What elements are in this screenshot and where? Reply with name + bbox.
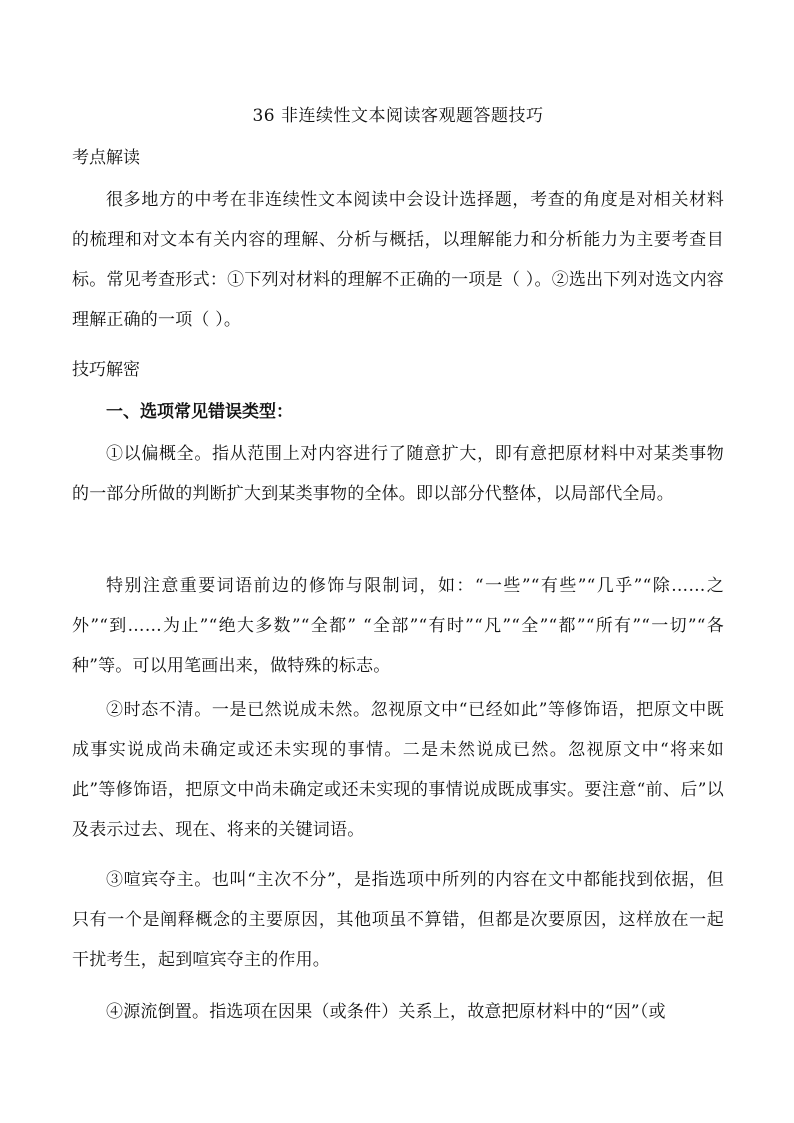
paragraph-modifier-words: 特别注意重要词语前边的修饰与限制词，如：“一些”“有些”“几乎”“除……之外”“到……为止”“绝大多数”“全都” “全部”“有时”“凡”“全”“都”“所有”“一切”“各种”等。可以用笔画出来，做特殊的标志。: [72, 576, 724, 676]
document-page: [72, 0, 724, 1123]
paragraph-yuanliu-daozhi: ④源流倒置。指选项在因果（或条件）关系上，故意把原材料中的“因”（或: [106, 1002, 666, 1022]
paragraph-yipian-gaiquan: ①以偏概全。指从范围上对内容进行了随意扩大，即有意把原材料中对某类事物的一部分所做的判断扩大到某类事物的全体。即以部分代整体，以局部代全局。: [72, 444, 724, 504]
paragraph-xuanbin-duozhu: ③喧宾夺主。也叫“主次不分”，是指选项中所列的内容在文中都能找到依据，但只有一个是阐释概念的主要原因，其他项虽不算错，但都是次要原因，这样放在一起干扰考生，起到喧宾夺主的作用。: [72, 870, 724, 970]
section-heading-kaodian: 考点解读: [72, 148, 140, 168]
subheading-error-types: 一、选项常见错误类型：: [106, 402, 293, 422]
document-title: 36 非连续性文本阅读客观题答题技巧: [252, 106, 544, 126]
section-heading-jiqiao: 技巧解密: [72, 360, 140, 380]
paragraph-shitai-buqing: ②时态不清。一是已然说成未然。忽视原文中“已经如此”等修饰语，把原文中既成事实说成尚未确定或还未实现的事情。二是未然说成已然。忽视原文中“将来如此”等修饰语，把原文中尚未确定或还未实现的事情说成既成事实。要注意“前、后”以及表示过去、现在、将来的关键词语。: [72, 700, 724, 840]
paragraph-kaodian-intro: 很多地方的中考在非连续性文本阅读中会设计选择题，考查的角度是对相关材料的梳理和对文本有关内容的理解、分析与概括，以理解能力和分析能力为主要考查目标。常见考查形式：①下列对材料的理解不正确的一项是（ ）。②选出下列对选文内容理解正确的一项（ ）。: [72, 190, 724, 330]
